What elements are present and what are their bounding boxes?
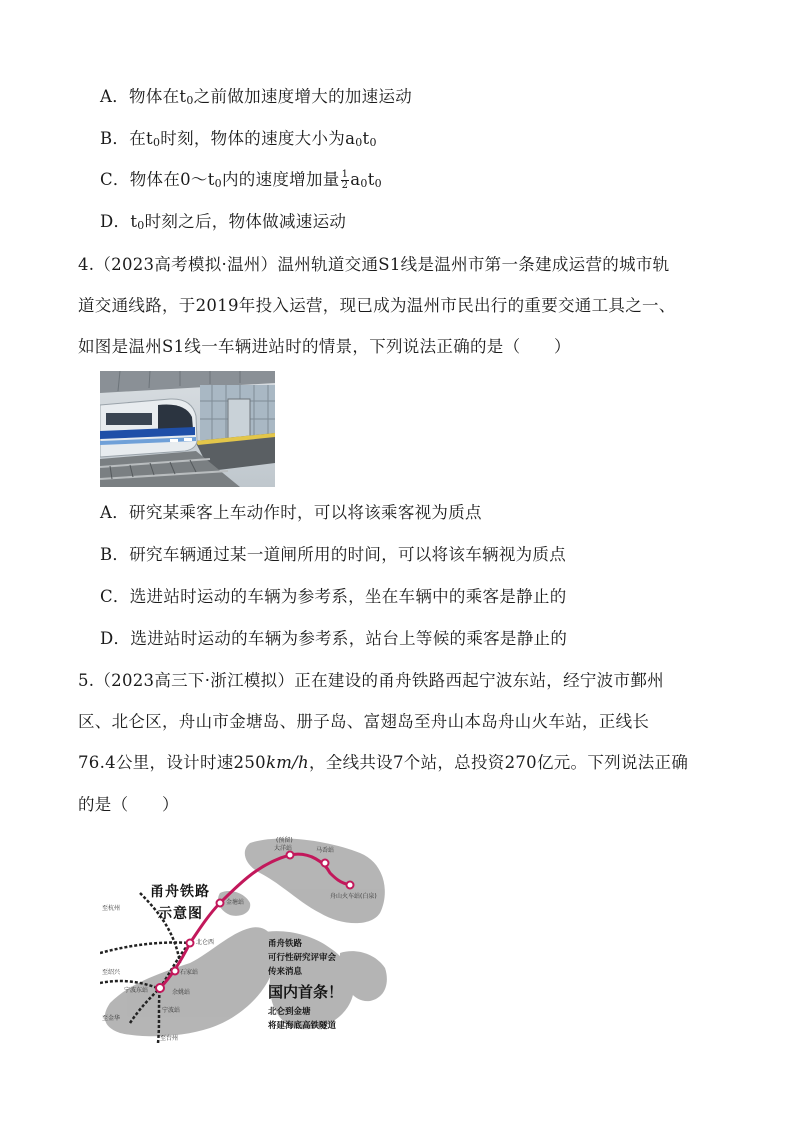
q4-option-c: C．选进站时运动的车辆为参考系，坐在车辆中的乘客是静止的 bbox=[100, 587, 567, 606]
q5-stem-line-3: 76.4公里，设计时速250km/h，全线共设7个站，总投资270亿元。下列说法正确 bbox=[78, 753, 689, 772]
map-note-line-2: 可行性研究评审会 bbox=[268, 953, 337, 963]
map-title-line-1: 甬舟铁路 bbox=[150, 884, 210, 900]
map-note-line-4: 北仑到金塘 bbox=[268, 1007, 311, 1017]
station-label-shaoxing: 至绍兴 bbox=[102, 969, 121, 976]
map-note-line-5: 将建海底高铁隧道 bbox=[268, 1021, 337, 1031]
station-label-ningbo-east: 宁波东站 bbox=[124, 987, 149, 994]
q4-stem-line-2: 道交通线路，于2019年投入运营，现已成为温州市民出行的重要交通工具之一、 bbox=[78, 296, 676, 315]
q4-stem-line-3: 如图是温州S1线一车辆进站时的情景，下列说法正确的是（ ） bbox=[78, 337, 571, 356]
station-label-daishan-top: (预留) bbox=[276, 837, 293, 844]
q5-stem-line-1: 5.（2023高三下·浙江模拟）正在建设的甬舟铁路西起宁波东站，经宁波市鄞州 bbox=[78, 671, 664, 690]
station-label-hangzhou: 至杭州 bbox=[102, 905, 121, 912]
q3-option-d: D．$t_0$时刻之后，物体做减速运动 bbox=[100, 212, 347, 232]
map-note-line-3: 传来消息 bbox=[268, 967, 303, 977]
station-label-daishan: 大洋站 bbox=[274, 845, 293, 852]
station-label-beilun: 北仑西 bbox=[196, 939, 215, 946]
q4-option-b: B．研究车辆通过某一道闸所用的时间，可以将该车辆视为质点 bbox=[100, 545, 567, 564]
q3-option-b: B．在$t_0$时刻，物体的速度大小为$a_0t_0$ bbox=[100, 129, 377, 149]
q3-option-a: A．物体在$t_0$之前做加速度增大的加速运动 bbox=[100, 87, 413, 107]
railway-map-drawing bbox=[100, 833, 392, 1043]
map-title-line-2: 示意图 bbox=[158, 906, 203, 922]
q4-stem-line-1: 4.（2023高考模拟·温州）温州轨道交通S1线是温州市第一条建成运营的城市轨 bbox=[78, 255, 670, 274]
q5-stem-line-4: 的是（ ） bbox=[78, 795, 179, 814]
station-label-jinhua: 至金华 bbox=[102, 1015, 121, 1022]
train-station-photo bbox=[100, 371, 275, 487]
station-label-yuyao: 余姚站 bbox=[172, 989, 191, 996]
station-label-shiqi: 石家站 bbox=[180, 969, 199, 976]
station-label-taizhou: 至台州 bbox=[160, 1035, 179, 1042]
station-label-jintang: 金塘站 bbox=[226, 899, 245, 906]
station-label-mafang: 马岙站 bbox=[316, 847, 335, 854]
station-label-ningbo: 宁波站 bbox=[162, 1007, 181, 1014]
map-note-line-1: 甬舟铁路 bbox=[268, 939, 303, 949]
q5-stem-line-2: 区、北仑区，舟山市金塘岛、册子岛、富翅岛至舟山本岛舟山火车站，正线长 bbox=[78, 712, 650, 731]
map-note-headline: 国内首条！ bbox=[268, 983, 344, 1001]
fraction-one-half: $\frac{1}{2}$ bbox=[341, 169, 349, 191]
q3-option-c: C．物体在$0\sim t_0$内的速度增加量 $\frac{1}{2}$ $a_0t_0$ bbox=[100, 169, 382, 191]
q4-option-a: A．研究某乘客上车动作时，可以将该乘客视为质点 bbox=[100, 503, 482, 522]
train-photo-illustration bbox=[100, 371, 275, 487]
station-label-zhoushan: 舟山火车站(白泉) bbox=[330, 893, 377, 900]
railway-map-figure bbox=[100, 833, 392, 1043]
q4-option-d: D．选进站时运动的车辆为参考系，站台上等候的乘客是静止的 bbox=[100, 629, 568, 648]
